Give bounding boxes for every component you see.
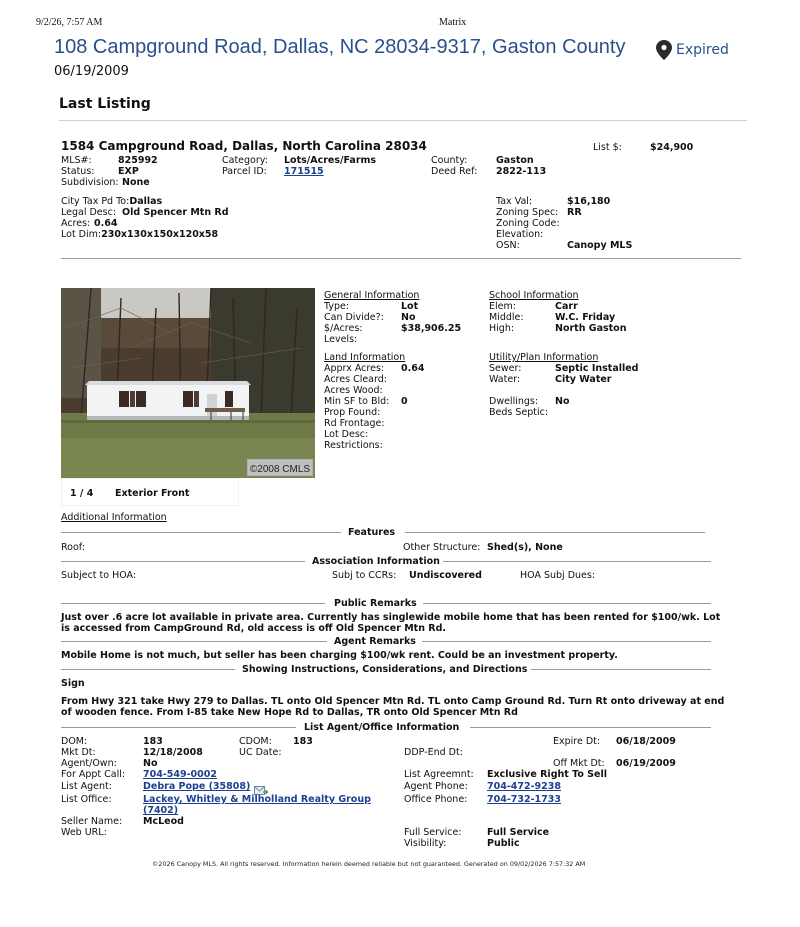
list-agent-label: List Agent: <box>61 781 112 792</box>
county-label: County: <box>431 155 468 166</box>
divider <box>405 532 705 533</box>
listing-address: 1584 Campground Road, Dallas, North Carolina 28034 <box>61 139 427 153</box>
association-heading: Association Information <box>312 556 440 567</box>
acres-label: Acres: <box>61 218 91 229</box>
ddp-end-label: DDP-End Dt: <box>404 747 463 758</box>
list-office-id-link[interactable]: (7402) <box>143 805 179 816</box>
sewer-label: Sewer: <box>489 363 522 374</box>
price-per-acre-label: $/Acres: <box>324 323 363 334</box>
school-info-title: School Information <box>489 290 579 301</box>
uc-date-label: UC Date: <box>239 747 282 758</box>
expire-label: Expire Dt: <box>553 736 601 747</box>
elem-label: Elem: <box>489 301 516 312</box>
divider <box>59 120 747 121</box>
divider <box>531 669 711 670</box>
appt-phone-link[interactable]: 704-549-0002 <box>143 769 217 780</box>
list-office-link[interactable]: Lackey, Whitley & Milholland Realty Group <box>143 794 371 805</box>
additional-info-title: Additional Information <box>61 512 167 523</box>
property-photo[interactable] <box>61 288 315 478</box>
photo-counter: 1 / 4 <box>70 488 94 499</box>
dom-value: 183 <box>143 736 163 747</box>
high-value: North Gaston <box>555 323 627 334</box>
print-datetime: 9/2/26, 7:57 AM <box>36 17 103 28</box>
levels-label: Levels: <box>324 334 358 345</box>
list-agent-link[interactable]: Debra Pope (35808) <box>143 781 251 792</box>
price-per-acre-value: $38,906.25 <box>401 323 462 334</box>
public-remarks-heading: Public Remarks <box>334 598 417 609</box>
divider <box>61 258 741 259</box>
expire-value: 06/18/2009 <box>616 736 676 747</box>
category-value: Lots/Acres/Farms <box>284 155 377 166</box>
visibility-label: Visibility: <box>404 838 447 849</box>
hoa-label: Subject to HOA: <box>61 570 137 581</box>
mls-number: 825992 <box>118 155 158 166</box>
location-pin-icon <box>656 40 672 60</box>
acres-wood-label: Acres Wood: <box>324 385 383 396</box>
rd-frontage-label: Rd Frontage: <box>324 418 385 429</box>
deed-ref-label: Deed Ref: <box>431 166 478 177</box>
osn-label: OSN: <box>496 240 520 251</box>
water-value: City Water <box>555 374 612 385</box>
list-office-label: List Office: <box>61 794 112 805</box>
apprx-acres-value: 0.64 <box>401 363 425 374</box>
restrictions-label: Restrictions: <box>324 440 383 451</box>
sewer-value: Septic Installed <box>555 363 639 374</box>
header-date: 06/19/2009 <box>54 64 129 79</box>
type-label: Type: <box>324 301 350 312</box>
min-sf-value: 0 <box>401 396 408 407</box>
mkt-dt-label: Mkt Dt: <box>61 747 96 758</box>
can-divide-value: No <box>401 312 416 323</box>
status-label: Status: <box>61 166 95 177</box>
mobile-home-photo <box>61 288 315 478</box>
full-service-label: Full Service: <box>404 827 462 838</box>
email-agent-icon[interactable] <box>254 781 268 792</box>
divider <box>423 603 711 604</box>
apprx-acres-label: Apprx Acres: <box>324 363 385 374</box>
subdivision-label: Subdivision: <box>61 177 119 188</box>
min-sf-label: Min SF to Bld: <box>324 396 390 407</box>
zoning-spec-value: RR <box>567 207 582 218</box>
list-agreement-value: Exclusive Right To Sell <box>487 769 607 780</box>
agent-office-heading: List Agent/Office Information <box>304 722 460 733</box>
cdom-label: CDOM: <box>239 736 272 747</box>
acres-value: 0.64 <box>94 218 118 229</box>
mkt-dt-value: 12/18/2008 <box>143 747 203 758</box>
off-mkt-value: 06/19/2009 <box>616 758 676 769</box>
web-url-label: Web URL: <box>61 827 107 838</box>
divider <box>61 669 235 670</box>
agent-phone-label: Agent Phone: <box>404 781 468 792</box>
dom-label: DOM: <box>61 736 88 747</box>
dwellings-value: No <box>555 396 570 407</box>
water-label: Water: <box>489 374 521 385</box>
zoning-code-label: Zoning Code: <box>496 218 560 229</box>
lot-desc-label: Lot Desc: <box>324 429 369 440</box>
list-price-label: List $: <box>593 142 622 153</box>
county-value: Gaston <box>496 155 534 166</box>
roof-label: Roof: <box>61 542 86 553</box>
list-agreement-label: List Agreemnt: <box>404 769 474 780</box>
elevation-label: Elevation: <box>496 229 544 240</box>
high-label: High: <box>489 323 515 334</box>
off-mkt-label: Off Mkt Dt: <box>553 758 605 769</box>
tax-val-value: $16,180 <box>567 196 611 207</box>
listing-status: Expired <box>676 42 729 58</box>
legal-desc-value: Old Spencer Mtn Rd <box>122 207 229 218</box>
prop-found-label: Prop Found: <box>324 407 381 418</box>
divider <box>470 727 711 728</box>
print-title: Matrix <box>439 17 467 28</box>
agent-own-label: Agent/Own: <box>61 758 117 769</box>
legal-desc-label: Legal Desc: <box>61 207 117 218</box>
showing-line1: Sign <box>61 678 85 689</box>
land-info-title: Land Information <box>324 352 406 363</box>
appt-label: For Appt Call: <box>61 769 126 780</box>
parcel-label: Parcel ID: <box>222 166 267 177</box>
middle-label: Middle: <box>489 312 524 323</box>
city-tax-label: City Tax Pd To:Dallas <box>61 196 163 207</box>
hoa-dues-label: HOA Subj Dues: <box>520 570 596 581</box>
divider <box>422 641 711 642</box>
middle-value: W.C. Friday <box>555 312 616 323</box>
type-value: Lot <box>401 301 419 312</box>
showing-heading: Showing Instructions, Considerations, and Directions <box>242 664 528 675</box>
mls-label: MLS#: <box>61 155 92 166</box>
can-divide-label: Can Divide?: <box>324 312 384 323</box>
agent-remarks-heading: Agent Remarks <box>334 636 416 647</box>
zoning-spec-label: Zoning Spec: <box>496 207 559 218</box>
photo-watermark: ©2008 CMLS <box>249 464 311 475</box>
seller-name-value: McLeod <box>143 816 184 827</box>
subdivision-value: None <box>122 177 150 188</box>
utility-info-title: Utility/Plan Information <box>489 352 599 363</box>
osn-value: Canopy MLS <box>567 240 633 251</box>
features-heading: Features <box>348 527 396 538</box>
agent-remarks-line1: Mobile Home is not much, but seller has been charging $100/wk rent. Could be an investment property. <box>61 650 618 661</box>
acres-cleared-label: Acres Cleard: <box>324 374 387 385</box>
category-label: Category: <box>222 155 268 166</box>
other-structure-label: Other Structure: <box>403 542 481 553</box>
divider <box>61 532 341 533</box>
cdom-value: 183 <box>293 736 313 747</box>
other-structure-value: Shed(s), None <box>487 542 563 553</box>
office-phone-label: Office Phone: <box>404 794 468 805</box>
elem-value: Carr <box>555 301 578 312</box>
dwellings-label: Dwellings: <box>489 396 539 407</box>
general-info-title: General Information <box>324 290 420 301</box>
ccrs-value: Undiscovered <box>409 570 482 581</box>
ccrs-label: Subj to CCRs: <box>332 570 397 581</box>
divider <box>61 603 325 604</box>
seller-name-label: Seller Name: <box>61 816 123 827</box>
office-phone-link[interactable]: 704-732-1733 <box>487 794 561 805</box>
deed-ref-value: 2822-113 <box>496 166 547 177</box>
agent-phone-link[interactable]: 704-472-9238 <box>487 781 561 792</box>
footer-disclaimer: ©2026 Canopy MLS. All rights reserved. Information herein deemed reliable but not guaranteed. Generated on 09/02/2026 7:57:32 AM <box>152 860 586 868</box>
showing-line3: of wooden fence. From I-85 take New Hope Rd to Dallas, TR onto Old Spencer Mtn Rd <box>61 707 518 718</box>
full-service-value: Full Service <box>487 827 550 838</box>
list-price: $24,900 <box>650 142 694 153</box>
public-remarks-line2: is accessed from CampGround Rd, old access is off Old Spencer Mtn Rd. <box>61 623 447 634</box>
visibility-value: Public <box>487 838 520 849</box>
agent-own-value: No <box>143 758 158 769</box>
photo-caption: Exterior Front <box>115 488 190 499</box>
public-remarks-line1: Just over .6 acre lot available in private area. Currently has singlewide mobile home that has been rented for $100/wk. Lot <box>61 612 721 623</box>
status-value: EXP <box>118 166 139 177</box>
parcel-id-link[interactable]: 171515 <box>284 166 324 177</box>
divider <box>61 727 296 728</box>
last-listing-heading: Last Listing <box>59 96 151 112</box>
property-address-title: 108 Campground Road, Dallas, NC 28034-9317, Gaston County <box>54 36 626 58</box>
showing-line2: From Hwy 321 take Hwy 279 to Dallas. TL onto Old Spencer Mtn Rd. TL onto Camp Ground Rd. Turn Rt onto driveway at end <box>61 696 725 707</box>
divider <box>61 561 305 562</box>
tax-val-label: Tax Val: <box>496 196 533 207</box>
beds-septic-label: Beds Septic: <box>489 407 549 418</box>
divider <box>443 561 711 562</box>
lot-dim-label: Lot Dim:230x130x150x120x58 <box>61 229 219 240</box>
divider <box>61 641 327 642</box>
